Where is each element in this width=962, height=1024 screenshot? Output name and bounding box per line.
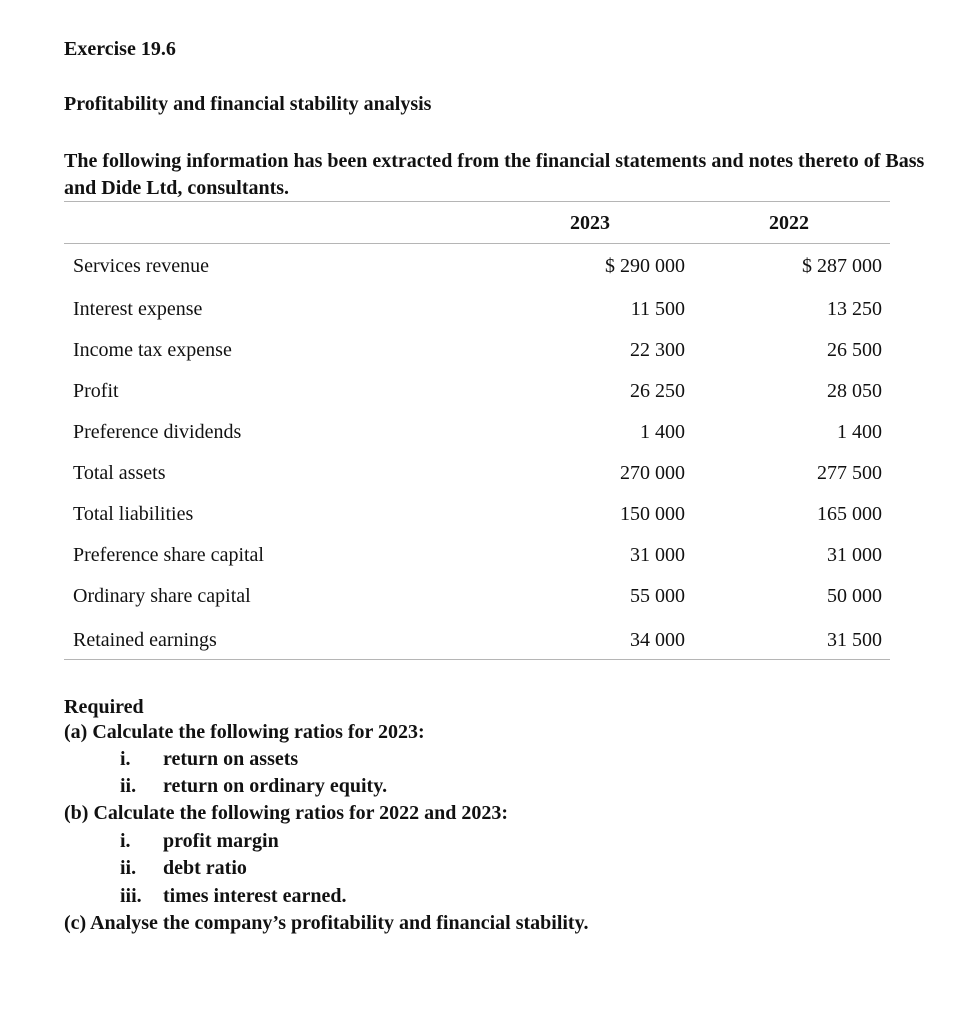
table-row bbox=[64, 421, 890, 451]
value-2023: 22 300 bbox=[630, 339, 685, 361]
question-a-item: return on assets bbox=[163, 748, 299, 770]
table-row bbox=[64, 462, 890, 492]
item-number: ii. bbox=[120, 775, 137, 797]
value-2023: $ 290 000 bbox=[605, 255, 685, 277]
row-label: Preference share capital bbox=[73, 544, 264, 566]
value-2022: 28 050 bbox=[827, 380, 882, 402]
value-2023: 150 000 bbox=[620, 503, 685, 525]
value-2022: 165 000 bbox=[817, 503, 882, 525]
row-label: Retained earnings bbox=[73, 629, 217, 651]
table-row bbox=[64, 339, 890, 369]
item-number: iii. bbox=[120, 885, 142, 907]
question-a: (a) Calculate the following ratios for 2023: bbox=[64, 721, 425, 743]
value-2022: $ 287 000 bbox=[802, 255, 882, 277]
value-2023: 34 000 bbox=[630, 629, 685, 651]
header-bottom-rule bbox=[64, 243, 890, 244]
value-2023: 1 400 bbox=[640, 421, 685, 443]
question-c: (c) Analyse the company’s profitability and financial stability. bbox=[64, 912, 589, 934]
row-label: Services revenue bbox=[73, 255, 210, 277]
value-2023: 31 000 bbox=[630, 544, 685, 566]
row-label: Profit bbox=[73, 380, 119, 402]
required-heading: Required bbox=[64, 696, 144, 718]
value-2022: 31 500 bbox=[827, 629, 882, 651]
year-header-2022: 2022 bbox=[769, 212, 809, 234]
question-b-item: debt ratio bbox=[163, 857, 247, 879]
row-label: Income tax expense bbox=[73, 339, 232, 361]
table-bottom-rule bbox=[64, 659, 890, 660]
question-a-item: return on ordinary equity. bbox=[163, 775, 388, 797]
value-2022: 26 500 bbox=[827, 339, 882, 361]
row-label: Ordinary share capital bbox=[73, 585, 251, 607]
table-row bbox=[64, 629, 890, 659]
value-2023: 270 000 bbox=[620, 462, 685, 484]
table-row bbox=[64, 544, 890, 574]
table-row bbox=[64, 503, 890, 533]
row-label: Total liabilities bbox=[73, 503, 194, 525]
value-2023: 26 250 bbox=[630, 380, 685, 402]
value-2022: 277 500 bbox=[817, 462, 882, 484]
table-row bbox=[64, 585, 890, 615]
value-2022: 50 000 bbox=[827, 585, 882, 607]
exercise-title: Exercise 19.6 bbox=[64, 38, 176, 60]
table-row bbox=[64, 380, 890, 410]
table-row bbox=[64, 255, 890, 285]
table-top-rule bbox=[64, 201, 890, 202]
value-2022: 13 250 bbox=[827, 298, 882, 320]
row-label: Interest expense bbox=[73, 298, 203, 320]
value-2022: 1 400 bbox=[837, 421, 882, 443]
intro-text: The following information has been extracted from the financial statements and notes thereto of Bass and Dide Ltd, consultants. bbox=[64, 150, 925, 199]
item-number: ii. bbox=[120, 857, 137, 879]
item-number: i. bbox=[120, 830, 131, 852]
table-row bbox=[64, 298, 890, 328]
year-header-2023: 2023 bbox=[570, 212, 610, 234]
value-2023: 55 000 bbox=[630, 585, 685, 607]
value-2022: 31 000 bbox=[827, 544, 882, 566]
question-b: (b) Calculate the following ratios for 2022 and 2023: bbox=[64, 802, 509, 824]
subtitle: Profitability and financial stability analysis bbox=[64, 93, 432, 115]
item-number: i. bbox=[120, 748, 131, 770]
question-b-item: times interest earned. bbox=[163, 885, 347, 907]
row-label: Total assets bbox=[73, 462, 166, 484]
row-label: Preference dividends bbox=[73, 421, 242, 443]
question-b-item: profit margin bbox=[163, 830, 279, 852]
value-2023: 11 500 bbox=[630, 298, 685, 320]
